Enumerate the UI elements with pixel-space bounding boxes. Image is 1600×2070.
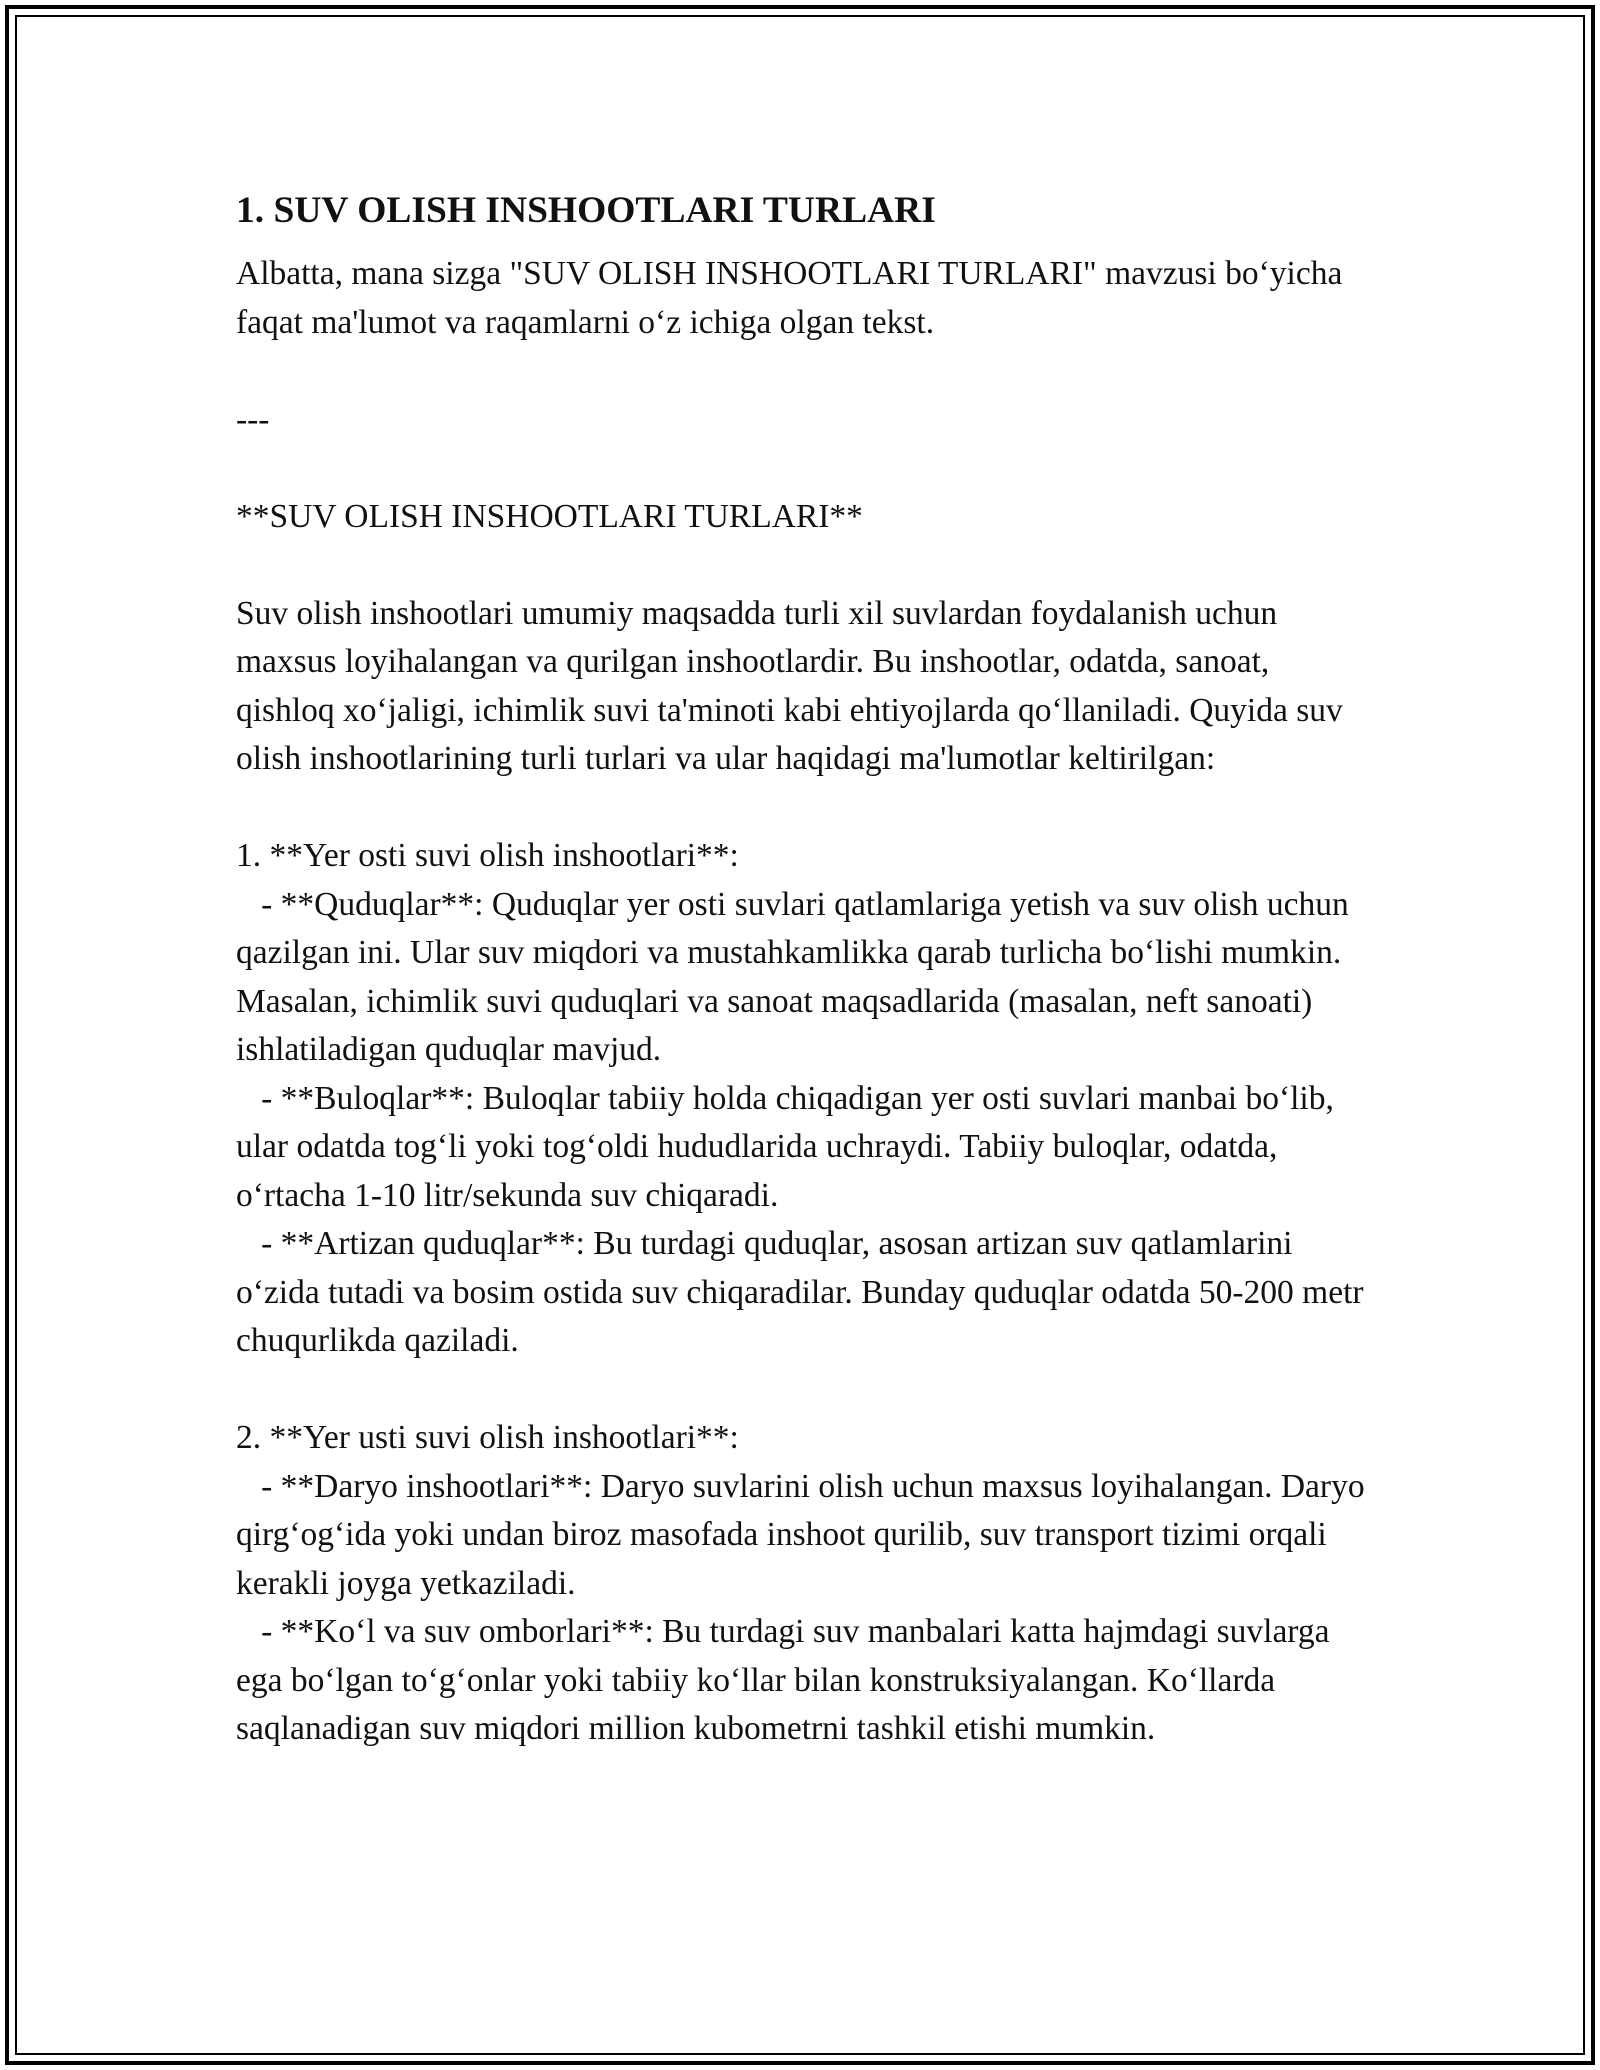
section2-heading: 2. **Yer usti suvi olish inshootlari**: <box>236 1419 739 1456</box>
spacer <box>236 784 1376 833</box>
spacer <box>236 1366 1376 1415</box>
list-item: - **Buloqlar**: Buloqlar tabiiy holda chiqadigan yer osti suvlari manbai bo‘lib, ular odatda tog‘li yoki tog‘oldi hududlarida uchraydi. Tabiiy buloqlar, odatda, o‘rtacha 1-10 litr/sekunda suv chiqaradi. <box>236 1079 1343 1214</box>
list-item: - **Daryo inshootlari**: Daryo suvlarini olish uchun maxsus loyihalangan. Daryo qirg‘og‘ida yoki undan biroz masofada inshoot qurilib, suv transport tizimi orqali kerakli joyga yetkaziladi. <box>236 1467 1373 1602</box>
section-heading: **SUV OLISH INSHOOTLARI TURLARI** <box>236 497 863 535</box>
document-title: 1. SUV OLISH INSHOOTLARI TURLARI <box>236 190 936 231</box>
spacer <box>236 444 1376 493</box>
list-item: - **Artizan quduqlar**: Bu turdagi quduqlar, asosan artizan suv qatlamlarini o‘zida tutadi va bosim ostida suv chiqaradilar. Bunday quduqlar odatda 50-200 metr chuqurlikda qaziladi. <box>236 1225 1372 1359</box>
description-paragraph: Suv olish inshootlari umumiy maqsadda turli xil suvlardan foydalanish uchun maxsus loyihalangan va qurilgan inshootlardir. Bu inshootlar, odatda, sanoat, qishloq xo‘jaligi, ichimlik suvi ta'minoti kabi ehtiyojlarda qo‘llaniladi. Quyida suv olish inshootlarining turli turlari va ular haqidagi ma'lumotlar keltirilgan: <box>236 594 1352 777</box>
list-item: - **Ko‘l va suv omborlari**: Bu turdagi suv manbalari katta hajmdagi suvlarga ega bo‘lgan to‘g‘onlar yoki tabiiy ko‘llar bilan konstruksiyalangan. Ko‘llarda saqlanadigan suv miqdori million kubometrni tashkil etishi mumkin. <box>236 1613 1338 1747</box>
spacer <box>236 541 1376 590</box>
list-item: - **Quduqlar**: Quduqlar yer osti suvlari qatlamlariga yetish va suv olish uchun qazilgan ini. Ular suv miqdori va mustahkamlikka qarab turlicha bo‘lishi mumkin. Masalan, ichimlik suvi quduqlari va sanoat maqsadlarida (masalan, neft sanoati) ishlatiladigan quduqlar mavjud. <box>236 885 1358 1068</box>
intro-paragraph: Albatta, mana sizga "SUV OLISH INSHOOTLARI TURLARI" mavzusi bo‘yicha faqat ma'lumot va raqamlarni o‘z ichiga olgan tekst. <box>236 255 1351 341</box>
spacer <box>236 347 1376 396</box>
document-body <box>236 186 1376 1754</box>
section1-heading: 1. **Yer osti suvi olish inshootlari**: <box>236 837 739 874</box>
separator-line: --- <box>236 400 270 438</box>
